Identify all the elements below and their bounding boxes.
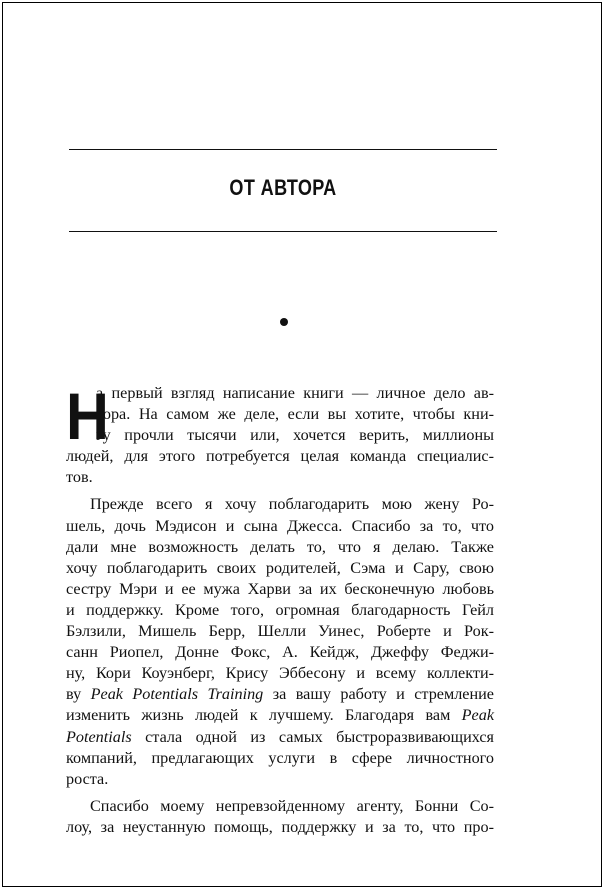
italic-fragment: Potentials: [66, 727, 132, 746]
text-line: сестру Мэри и ее мужа Харви за их бесконечную любовь: [66, 579, 494, 598]
text-line: санн Риопел, Донне Фокс, А. Кейдж, Джеффу Феджи-: [66, 643, 494, 662]
body-text: [66, 379, 495, 838]
text-line: лоу, за неустанную помощь, поддержку и за то, что про-: [66, 817, 494, 836]
top-rule: [69, 149, 497, 150]
text-line: людей, для этого потребуется целая команда специалис-: [66, 447, 494, 466]
paragraph-1: [66, 379, 494, 488]
text-line: компаний, предлагающих услуги в сфере личностного: [66, 748, 494, 767]
paragraph-3: [66, 796, 494, 838]
text-fragment: изменить жизнь людей к лучшему. Благодаря вам: [66, 706, 451, 725]
paragraph-2: [66, 494, 494, 789]
text-line: Спасибо моему непревзойденному агенту, Бонни Со-: [90, 796, 494, 815]
italic-fragment: Peak: [461, 706, 495, 725]
text-line: [66, 705, 494, 726]
text-fragment: ву: [66, 685, 82, 704]
text-line: Бэлзили, Мишель Берр, Шелли Уинес, Роберте и Рок-: [66, 622, 494, 641]
text-fragment: за вашу работу и стремление: [272, 685, 494, 704]
text-line: шель, дочь Мэдисон и сына Джесса. Спасибо за то, что: [66, 516, 494, 535]
text-line: и поддержку. Кроме того, огромная благодарность Гейл: [66, 600, 494, 619]
text-fragment: стала одной из самых быстроразвивающихся: [145, 727, 494, 746]
text-line: роста.: [66, 769, 109, 788]
ornament-bullet: [280, 318, 288, 326]
italic-fragment: Peak Potentials Training: [90, 685, 264, 704]
bottom-rule: [69, 231, 497, 232]
text-line: гу прочли тысячи или, хочется верить, миллионы: [96, 426, 494, 445]
text-line: [66, 684, 494, 705]
text-line: дали мне возможность делать то, что я делаю. Также: [66, 537, 494, 556]
text-line: тора. На самом же деле, если вы хотите, чтобы кни-: [96, 405, 494, 424]
text-line: а первый взгляд написание книги — личное дело ав-: [96, 384, 494, 402]
chapter-heading: ОТ АВТОРА: [229, 175, 337, 200]
text-line: ну, Кори Коуэнберг, Крису Эббесону и всему коллекти-: [66, 664, 494, 683]
text-line: тов.: [66, 468, 93, 487]
drop-cap: Н: [66, 379, 109, 453]
text-line: Прежде всего я хочу поблагодарить мою жену Ро-: [90, 495, 494, 514]
text-line: хочу поблагодарить своих родителей, Сэма и Сару, свою: [66, 558, 494, 577]
text-line: [66, 727, 494, 748]
